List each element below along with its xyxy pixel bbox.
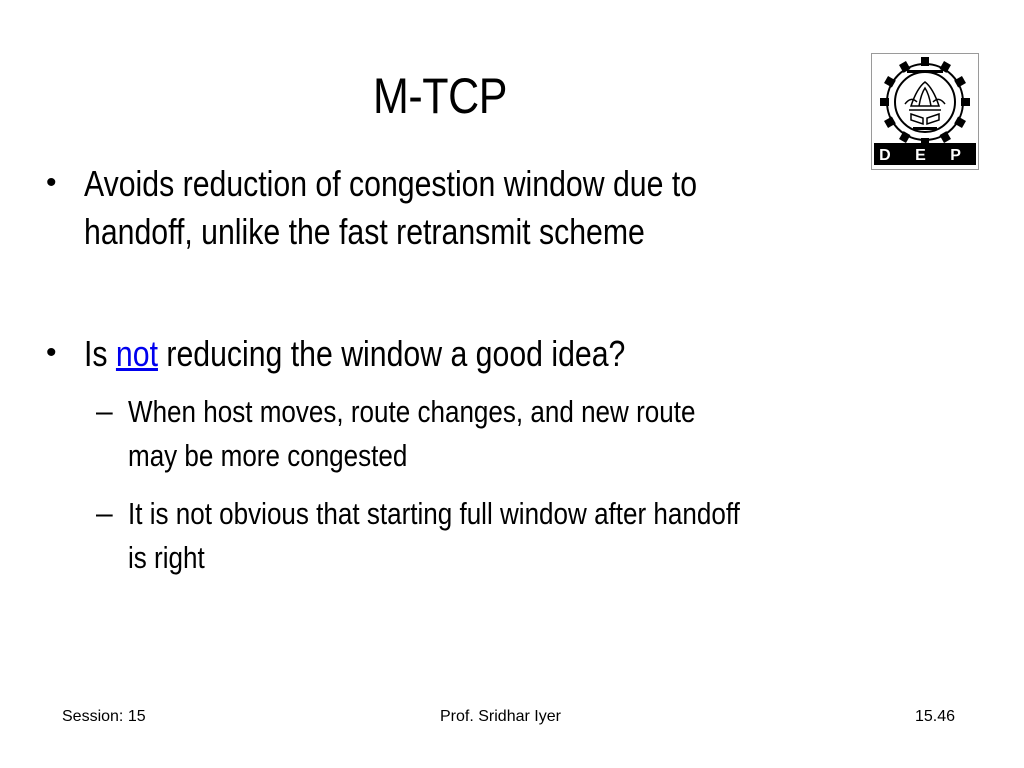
sub-bullet-2-line-1: It is not obvious that starting full window after handoff (128, 496, 740, 531)
bullet-1-line-2: handoff, unlike the fast retransmit scheme (84, 211, 645, 252)
footer-page-number: 15.46 (915, 708, 956, 725)
dep-caption: D E P (879, 147, 971, 164)
sub-bullet-2-line-2: is right (128, 540, 205, 575)
sub-bullet-1-line-1: When host moves, route changes, and new route (128, 394, 696, 429)
bullet-1-line-1: Avoids reduction of congestion window due to (84, 163, 698, 204)
sub-bullet-marker: – (96, 497, 113, 530)
sub-bullet-1-line-2: may be more congested (128, 438, 408, 473)
not-link[interactable]: not (115, 333, 158, 374)
footer-author: Prof. Sridhar Iyer (440, 708, 561, 725)
bullet-2-text-after: reducing the window a good idea? (157, 333, 626, 374)
slide-title: M-TCP (373, 68, 507, 124)
bullet-2-line (84, 330, 625, 378)
bullet-2-text-before: Is (84, 333, 116, 374)
bullet-marker: • (46, 336, 57, 369)
footer-session: Session: 15 (62, 708, 146, 725)
bullet-marker: • (46, 166, 57, 199)
sub-bullet-marker: – (96, 395, 113, 428)
